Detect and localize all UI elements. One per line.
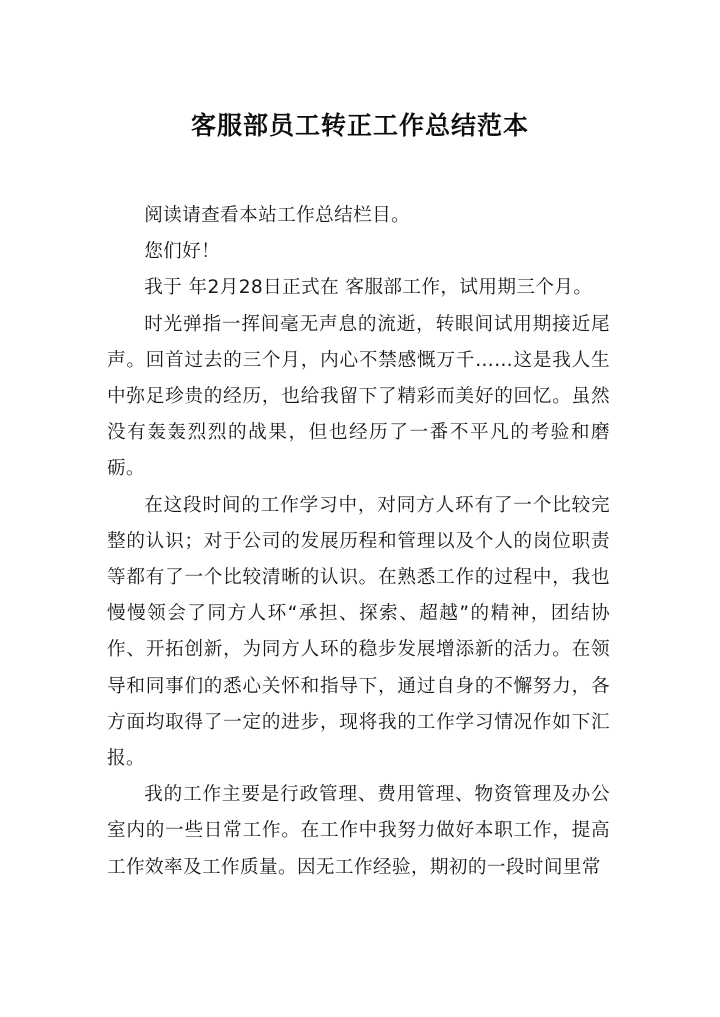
paragraph-start-date: 我于 年2月28日正式在 客服部工作，试用期三个月。 [144,277,593,299]
paragraph-work-duties: 我的工作主要是行政管理、费用管理、物资管理及办公室内的一些日常工作。在工作中我努力做好本职工作，提高工作效率及工作质量。因无工作经验，期初的一段时间里常 [107,784,610,878]
document-body [107,198,610,886]
paragraph-company-understanding: 在这段时间的工作学习中，对同方人环有了一个比较完整的认识；对于公司的发展历程和管理以及个人的岗位职责等都有了一个比较清晰的认识。在熟悉工作的过程中，我也慢慢领会了同方人环“承担、探索、超越”的精神，团结协作、开拓创新，为同方人环的稳步发展增添新的活力。在领导和同事们的悉心关怀和指导下，通过自身的不懈努力，各方面均取得了一定的进步，现将我的工作学习情况作如下汇报。 [107,494,610,770]
paragraph-reading-note: 阅读请查看本站工作总结栏目。 [144,205,411,226]
document-title: 客服部员工转正工作总结范本 [190,111,529,140]
paragraph-greeting: 您们好！ [144,241,221,263]
paragraph-reflection: 时光弹指一挥间毫无声息的流逝，转眼间试用期接近尾声。回首过去的三个月，内心不禁感慨万千……这是我人生中弥足珍贵的经历，也给我留下了精彩而美好的回忆。虽然没有轰轰烈烈的战果，但也经历了一番不平凡的考验和磨砺。 [107,313,610,480]
